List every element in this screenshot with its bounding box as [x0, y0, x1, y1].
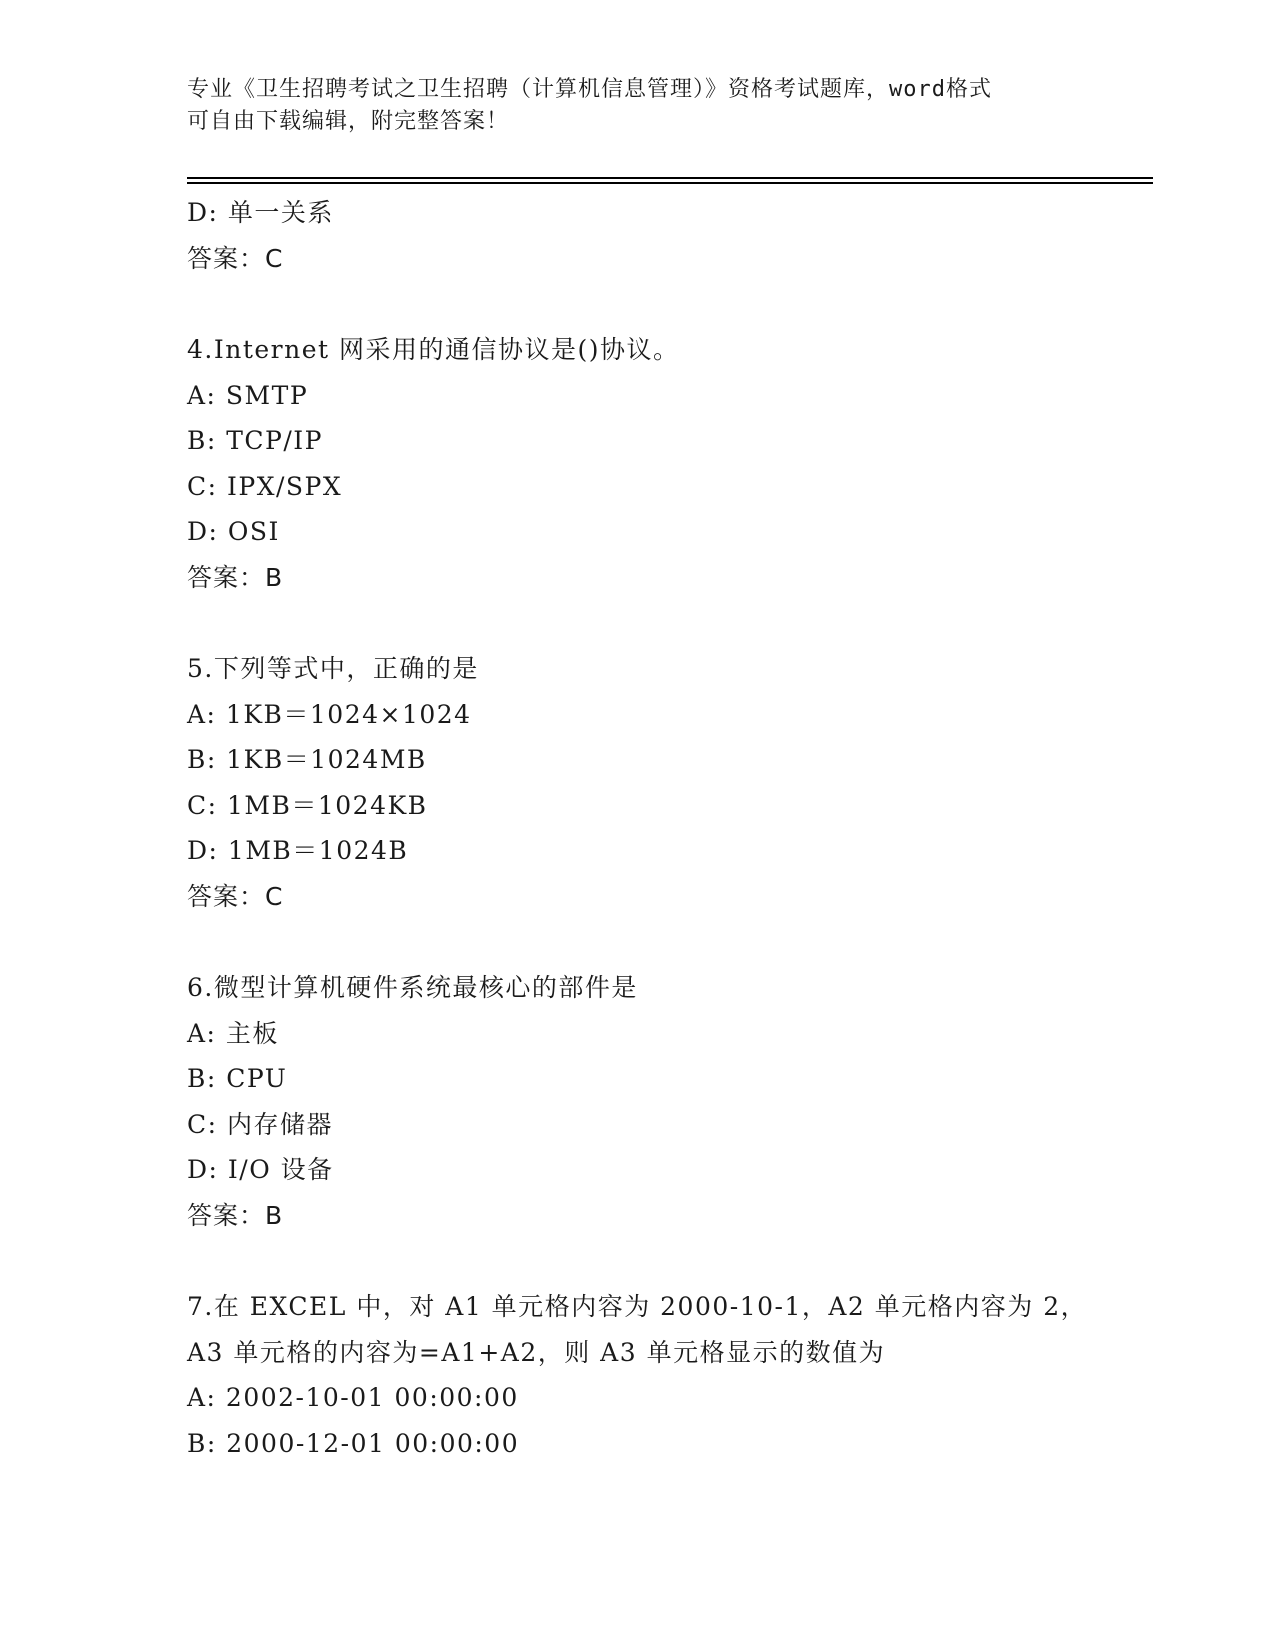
option-line: A: SMTP	[187, 380, 309, 410]
question-line: 5.下列等式中，正确的是	[187, 654, 479, 683]
question-line: A3 单元格的内容为=A1+A2，则 A3 单元格显示的数值为	[187, 1337, 886, 1367]
question-line: 6.微型计算机硬件系统最核心的部件是	[187, 973, 638, 1002]
option-line: A: 主板	[187, 1018, 279, 1048]
header-line-2: 可自由下载编辑，附完整答案！	[187, 109, 510, 134]
question-list	[187, 190, 1153, 1466]
option-line: D: 1MB＝1024B	[187, 836, 409, 865]
answer-line: 答案：C	[187, 881, 284, 911]
blank-line	[187, 281, 1153, 327]
answer-line: 答案：C	[187, 243, 284, 273]
option-line: B: CPU	[187, 1064, 288, 1093]
option-line: B: TCP/IP	[187, 426, 323, 455]
blank-line	[187, 600, 1153, 646]
header-rule-bottom	[187, 182, 1153, 184]
option-line: C: 内存储器	[187, 1109, 333, 1139]
option-line: C: IPX/SPX	[187, 471, 343, 501]
option-line: D: OSI	[187, 517, 280, 546]
question-line: 7.在 EXCEL 中，对 A1 单元格内容为 2000-10-1，A2 单元格内容为 2，	[187, 1292, 1088, 1321]
option-line: B: 1KB＝1024MB	[187, 745, 427, 774]
header-line-1: 专业《卫生招聘考试之卫生招聘（计算机信息管理）》资格考试题库，word格式	[187, 77, 992, 102]
question-line: 4.Internet 网采用的通信协议是()协议。	[187, 335, 680, 364]
option-line: D: 单一关系	[187, 198, 334, 227]
header-rule-top	[187, 177, 1153, 179]
answer-line: 答案：B	[187, 562, 284, 592]
document-header	[187, 74, 1067, 138]
answer-line: 答案：B	[187, 1200, 284, 1230]
option-line: B: 2000-12-01 00:00:00	[187, 1428, 520, 1458]
option-line: D: I/O 设备	[187, 1155, 334, 1184]
option-line: C: 1MB＝1024KB	[187, 790, 428, 820]
option-line: A: 2002-10-01 00:00:00	[187, 1383, 519, 1412]
option-line: A: 1KB＝1024×1024	[187, 699, 472, 729]
blank-line	[187, 919, 1153, 965]
blank-line	[187, 1238, 1153, 1284]
